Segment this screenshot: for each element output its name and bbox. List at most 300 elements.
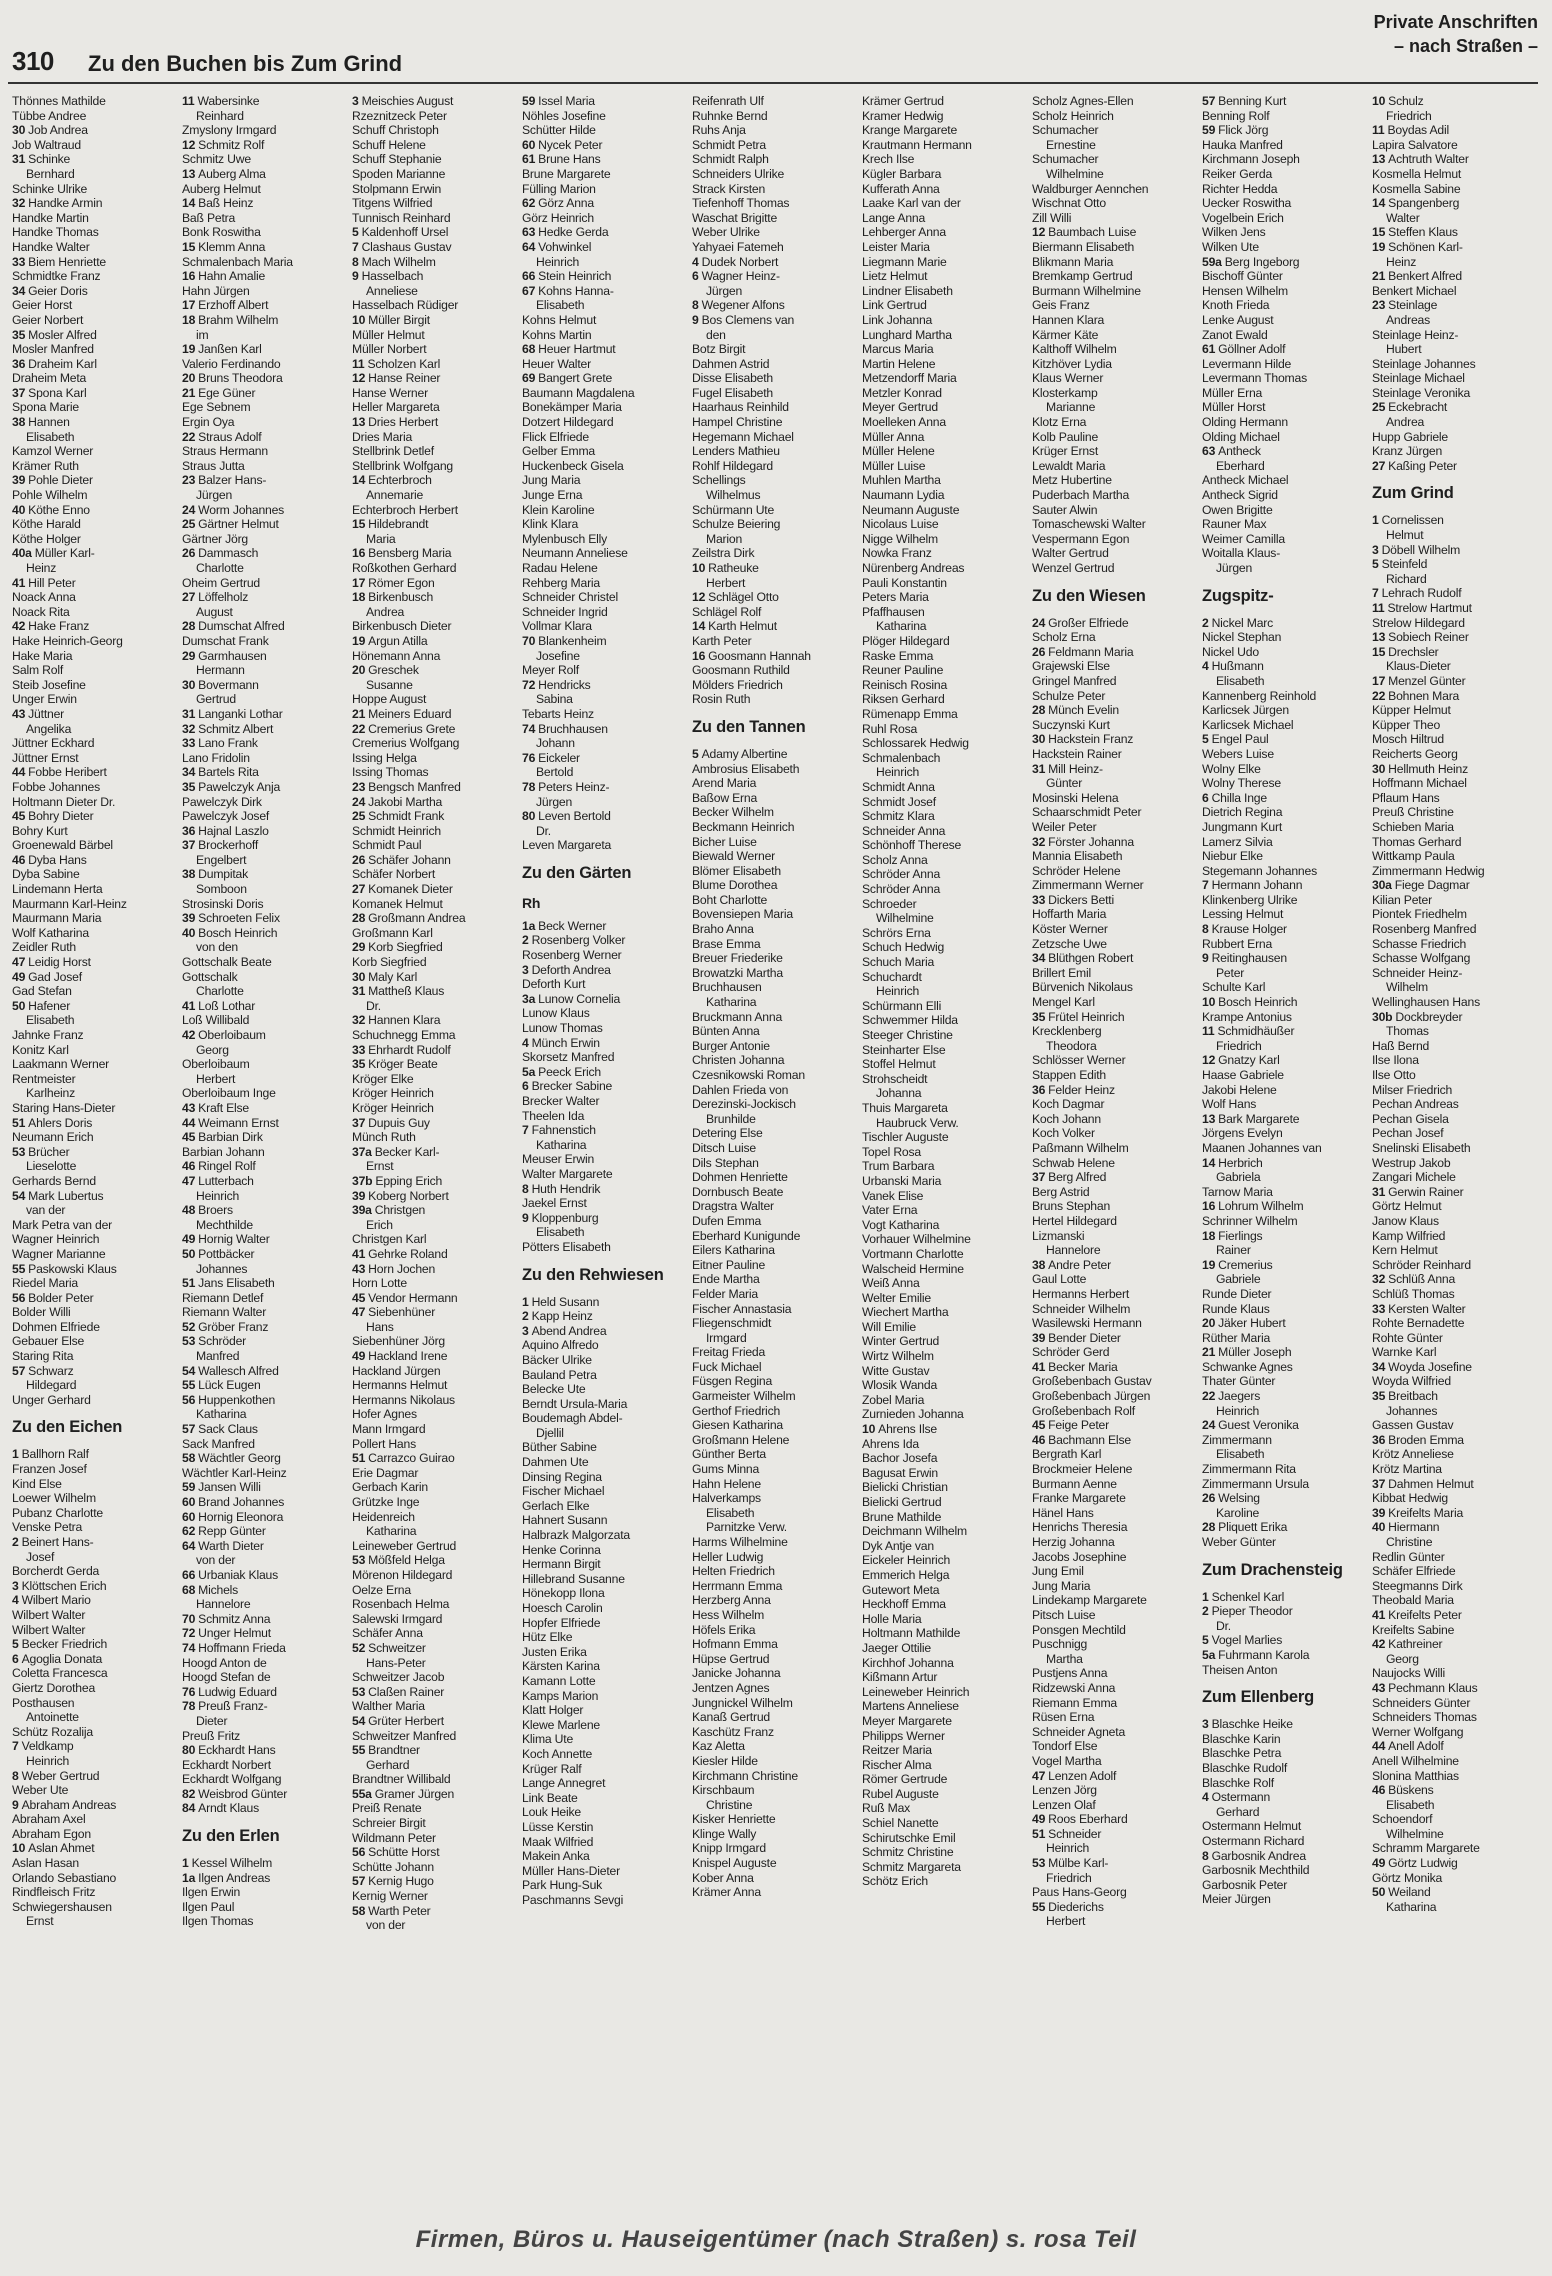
directory-entry bbox=[182, 867, 352, 882]
resident-name: Dr. bbox=[1216, 1618, 1231, 1633]
directory-entry bbox=[352, 926, 522, 941]
directory-entry bbox=[182, 517, 352, 532]
house-number: 10 bbox=[1372, 94, 1386, 108]
directory-column bbox=[692, 94, 862, 2206]
resident-name: Pottbäcker bbox=[198, 1246, 255, 1261]
directory-entry bbox=[522, 1211, 692, 1226]
entry-continuation bbox=[12, 430, 182, 445]
resident-name: Ridzewski Anna bbox=[1032, 1680, 1116, 1695]
resident-name: Werner Wolfgang bbox=[1372, 1724, 1464, 1739]
directory-entry bbox=[692, 152, 862, 167]
resident-name: Engelbert bbox=[196, 852, 247, 867]
directory-entry bbox=[1202, 878, 1372, 893]
resident-name: Pauli Konstantin bbox=[862, 575, 947, 590]
directory-entry bbox=[182, 590, 352, 605]
directory-entry bbox=[692, 94, 862, 109]
resident-name: Lewaldt Maria bbox=[1032, 458, 1106, 473]
resident-name: Brillert Emil bbox=[1032, 965, 1092, 980]
house-number: 66 bbox=[522, 269, 536, 284]
resident-name: Kirchhof Johanna bbox=[862, 1655, 954, 1670]
directory-entry bbox=[12, 328, 182, 343]
house-number: 58 bbox=[352, 1903, 366, 1918]
resident-name: Förster Johanna bbox=[1048, 834, 1134, 849]
directory-entry bbox=[1032, 415, 1202, 430]
resident-name: Henrichs Theresia bbox=[1032, 1520, 1128, 1535]
directory-entry bbox=[862, 1597, 1032, 1612]
resident-name: Bruns Theodora bbox=[198, 371, 283, 386]
directory-entry bbox=[522, 1499, 692, 1514]
house-number: 3 bbox=[1372, 542, 1379, 557]
house-number: 53 bbox=[182, 1334, 196, 1349]
resident-name: Schmidt Josef bbox=[862, 794, 936, 809]
directory-entry bbox=[352, 838, 522, 853]
directory-entry bbox=[522, 1382, 692, 1397]
resident-name: Fülling Marion bbox=[522, 181, 596, 196]
resident-name: Berg Astrid bbox=[1032, 1184, 1090, 1199]
page-number: 310 bbox=[12, 46, 54, 76]
resident-name: Boudemagh Abdel- bbox=[522, 1411, 623, 1426]
resident-name: Kohns Hanna- bbox=[538, 283, 614, 298]
resident-name: Draheim Meta bbox=[12, 371, 87, 386]
directory-entry bbox=[862, 649, 1032, 664]
directory-entry bbox=[182, 1159, 352, 1174]
resident-name: Füsgen Regina bbox=[692, 1374, 773, 1389]
resident-name: Gassen Gustav bbox=[1372, 1418, 1454, 1433]
directory-entry bbox=[1372, 893, 1542, 908]
resident-name: Schulz bbox=[1388, 94, 1424, 108]
entry-continuation bbox=[182, 1407, 352, 1422]
resident-name: Dufen Emma bbox=[692, 1213, 762, 1228]
house-number: 64 bbox=[522, 239, 536, 254]
directory-entry bbox=[1202, 473, 1372, 488]
resident-name: Andrea bbox=[366, 604, 405, 619]
directory-entry bbox=[352, 1480, 522, 1495]
resident-name: Mark Petra van der bbox=[12, 1217, 113, 1232]
directory-entry bbox=[1372, 1885, 1542, 1900]
resident-name: Sobiech Reiner bbox=[1388, 630, 1469, 645]
resident-name: Kirschbaum bbox=[692, 1783, 755, 1798]
resident-name: Christine bbox=[1386, 1535, 1433, 1549]
directory-entry bbox=[1032, 94, 1202, 109]
resident-name: Nickel Marc bbox=[1211, 615, 1274, 630]
directory-entry bbox=[352, 634, 522, 649]
resident-name: Hampel Christine bbox=[692, 415, 783, 430]
entry-continuation bbox=[182, 1262, 352, 1277]
resident-name: Diederichs bbox=[1048, 1899, 1104, 1914]
directory-entry bbox=[352, 1583, 522, 1598]
resident-name: Ditsch Luise bbox=[692, 1140, 756, 1155]
resident-name: Schuff Helene bbox=[352, 137, 426, 152]
resident-name: Boht Charlotte bbox=[692, 892, 768, 907]
directory-entry bbox=[1372, 543, 1542, 558]
directory-entry bbox=[1202, 820, 1372, 835]
house-number: 33 bbox=[1032, 892, 1046, 907]
directory-entry bbox=[1372, 732, 1542, 747]
directory-entry bbox=[182, 765, 352, 780]
resident-name: Pliquett Erika bbox=[1218, 1520, 1288, 1535]
directory-entry bbox=[1202, 776, 1372, 791]
directory-entry bbox=[182, 1626, 352, 1641]
resident-name: Lessing Helmut bbox=[1202, 907, 1284, 922]
house-number: 27 bbox=[1372, 458, 1386, 473]
resident-name: Kröger Beate bbox=[368, 1057, 438, 1072]
directory-entry bbox=[352, 1057, 522, 1072]
resident-name: Döbell Wilhelm bbox=[1381, 542, 1461, 557]
resident-name: Lenzen Adolf bbox=[1048, 1768, 1117, 1783]
directory-entry bbox=[1202, 1790, 1372, 1805]
resident-name: Schneider Heinz- bbox=[1372, 965, 1463, 980]
directory-entry bbox=[1202, 1024, 1372, 1039]
directory-entry bbox=[522, 1295, 692, 1310]
directory-entry bbox=[862, 1393, 1032, 1408]
directory-entry bbox=[1202, 1345, 1372, 1360]
resident-name: Römer Gertrude bbox=[862, 1772, 948, 1787]
resident-name: Ostermann Richard bbox=[1202, 1833, 1305, 1848]
house-number: 21 bbox=[1372, 269, 1386, 284]
directory-entry bbox=[862, 415, 1032, 430]
directory-entry bbox=[1372, 1491, 1542, 1506]
house-number: 32 bbox=[1032, 834, 1046, 849]
resident-name: Elisabeth bbox=[536, 1225, 585, 1240]
directory-entry bbox=[862, 1758, 1032, 1773]
street-heading: Zu den Erlen bbox=[182, 1827, 280, 1846]
directory-entry bbox=[1372, 674, 1542, 689]
resident-name: Brand Johannes bbox=[198, 1495, 285, 1509]
directory-entry bbox=[692, 546, 862, 561]
directory-entry bbox=[862, 1743, 1032, 1758]
directory-entry bbox=[1202, 1776, 1372, 1791]
resident-name: Coletta Francesca bbox=[12, 1666, 108, 1681]
directory-entry bbox=[352, 1729, 522, 1744]
resident-name: Vespermann Egon bbox=[1032, 531, 1130, 546]
resident-name: Friedrich bbox=[1386, 108, 1432, 123]
directory-entry bbox=[522, 977, 692, 992]
directory-entry bbox=[522, 240, 692, 255]
directory-entry bbox=[522, 1878, 692, 1893]
entry-continuation bbox=[862, 1116, 1032, 1131]
resident-name: Gärtner Helmut bbox=[198, 517, 279, 532]
house-number: 36 bbox=[12, 356, 26, 371]
directory-entry bbox=[862, 824, 1032, 839]
resident-name: Thater Günter bbox=[1202, 1374, 1276, 1389]
resident-name: Schuchardt bbox=[862, 969, 922, 984]
house-number: 8 bbox=[692, 298, 699, 313]
resident-name: Wischnat Otto bbox=[1032, 196, 1106, 211]
resident-name: Dahmen Helmut bbox=[1388, 1476, 1474, 1491]
directory-entry bbox=[522, 371, 692, 386]
directory-entry bbox=[352, 897, 522, 912]
house-number: 50 bbox=[1372, 1885, 1386, 1900]
resident-name: Jäker Hubert bbox=[1218, 1316, 1286, 1331]
resident-name: Kärmer Käte bbox=[1032, 327, 1099, 342]
resident-name: Witte Gustav bbox=[862, 1363, 930, 1378]
resident-name: Groenewald Bärbel bbox=[12, 838, 113, 853]
resident-name: Djellil bbox=[536, 1425, 564, 1440]
directory-entry bbox=[522, 386, 692, 401]
directory-entry bbox=[12, 94, 182, 109]
directory-entry bbox=[1372, 138, 1542, 153]
directory-entry bbox=[522, 123, 692, 138]
resident-name: Pollert Hans bbox=[352, 1436, 416, 1451]
resident-name: Wilbert Walter bbox=[12, 1607, 86, 1622]
resident-name: Bonk Roswitha bbox=[182, 225, 261, 240]
directory-entry bbox=[182, 649, 352, 664]
directory-entry bbox=[522, 1123, 692, 1138]
resident-name: Mannia Elisabeth bbox=[1032, 849, 1123, 864]
directory-entry bbox=[12, 838, 182, 853]
house-number: 15 bbox=[1372, 225, 1386, 240]
resident-name: Neumann Erich bbox=[12, 1130, 94, 1145]
entry-continuation bbox=[1202, 674, 1372, 689]
house-number: 61 bbox=[522, 152, 536, 167]
resident-name: Lunow Klaus bbox=[522, 1006, 590, 1021]
directory-entry bbox=[522, 1703, 692, 1718]
directory-entry bbox=[1032, 1229, 1202, 1244]
directory-entry bbox=[352, 1845, 522, 1860]
house-number: 37 bbox=[1032, 1170, 1046, 1185]
resident-name: Großebenbach Jürgen bbox=[1032, 1389, 1151, 1404]
entry-continuation bbox=[862, 984, 1032, 999]
directory-entry bbox=[522, 342, 692, 357]
directory-entry bbox=[352, 255, 522, 270]
resident-name: Vanek Elise bbox=[862, 1188, 924, 1203]
entry-continuation bbox=[692, 328, 862, 343]
directory-entry bbox=[522, 619, 692, 634]
resident-name: Echterbroch bbox=[368, 473, 432, 488]
resident-name: Warth Peter bbox=[368, 1903, 431, 1918]
resident-name: Levermann Hilde bbox=[1202, 356, 1292, 371]
directory-entry bbox=[1032, 1433, 1202, 1448]
directory-entry bbox=[1032, 1214, 1202, 1229]
directory-entry bbox=[862, 1874, 1032, 1889]
resident-name: Winter Gertrud bbox=[862, 1334, 940, 1349]
directory-entry bbox=[862, 1276, 1032, 1291]
directory-entry bbox=[352, 517, 522, 532]
resident-name: Becker Karl- bbox=[374, 1144, 440, 1159]
house-number: 59a bbox=[1202, 254, 1222, 269]
directory-entry bbox=[12, 1666, 182, 1681]
directory-entry bbox=[182, 999, 352, 1014]
directory-entry bbox=[352, 371, 522, 386]
directory-entry bbox=[522, 992, 692, 1007]
directory-entry bbox=[862, 1101, 1032, 1116]
house-number: 5 bbox=[352, 225, 359, 240]
directory-entry bbox=[352, 225, 522, 240]
resident-name: Sack Claus bbox=[198, 1422, 258, 1437]
resident-name: Andreas bbox=[1386, 312, 1430, 327]
directory-entry bbox=[692, 1141, 862, 1156]
resident-name: Barbian Dirk bbox=[198, 1130, 263, 1145]
house-number: 11 bbox=[352, 356, 365, 371]
directory-entry bbox=[862, 1801, 1032, 1816]
resident-name: von der bbox=[196, 1553, 236, 1568]
directory-entry bbox=[352, 94, 522, 109]
resident-name: Berg Ingeborg bbox=[1224, 254, 1300, 269]
resident-name: Jürgen bbox=[1216, 561, 1253, 575]
house-number: 28 bbox=[352, 911, 366, 926]
resident-name: Hannen Klara bbox=[368, 1013, 441, 1028]
resident-name: Noack Rita bbox=[12, 604, 70, 619]
directory-entry bbox=[1202, 1590, 1372, 1605]
resident-name: Zangari Michele bbox=[1372, 1170, 1456, 1185]
directory-entry bbox=[1372, 152, 1542, 167]
house-number: 6 bbox=[692, 269, 699, 284]
directory-entry bbox=[522, 1586, 692, 1601]
resident-name: Gerhard bbox=[366, 1757, 410, 1772]
street-heading: Rh bbox=[522, 894, 541, 911]
resident-name: Naumann Lydia bbox=[862, 488, 945, 503]
resident-name: Wolny Therese bbox=[1202, 776, 1281, 791]
directory-entry bbox=[182, 1116, 352, 1131]
resident-name: Hoffmann Michael bbox=[1372, 776, 1467, 791]
resident-name: Brune Mathilde bbox=[862, 1509, 942, 1524]
directory-entry bbox=[352, 109, 522, 124]
resident-name: Schmidt Petra bbox=[692, 137, 766, 152]
resident-name: Bensberg Maria bbox=[368, 546, 452, 561]
resident-name: Pflaum Hans bbox=[1372, 790, 1440, 805]
resident-name: Gerhards Bernd bbox=[12, 1173, 96, 1188]
house-number: 1 bbox=[182, 1856, 189, 1871]
directory-entry bbox=[862, 853, 1032, 868]
house-number: 13 bbox=[352, 415, 366, 430]
house-number: 34 bbox=[12, 283, 26, 298]
entry-continuation bbox=[12, 1203, 182, 1218]
house-number: 80 bbox=[522, 809, 536, 824]
resident-name: Riemann Walter bbox=[182, 1305, 267, 1320]
resident-name: Lehrach Rudolf bbox=[1381, 586, 1462, 601]
resident-name: Oheim Gertrud bbox=[182, 575, 260, 590]
house-number: 35 bbox=[352, 1057, 366, 1072]
resident-name: Gröber Franz bbox=[198, 1319, 269, 1334]
resident-name: Achtruth Walter bbox=[1388, 152, 1469, 167]
resident-name: Hackland Jürgen bbox=[352, 1363, 441, 1378]
resident-name: Erzhoff Albert bbox=[198, 298, 269, 313]
entry-continuation bbox=[692, 1506, 862, 1521]
directory-entry bbox=[862, 357, 1032, 372]
resident-name: Eilers Katharina bbox=[692, 1243, 775, 1258]
directory-entry bbox=[352, 1772, 522, 1787]
entry-continuation bbox=[1372, 1024, 1542, 1039]
directory-entry bbox=[12, 1072, 182, 1087]
directory-entry bbox=[1202, 430, 1372, 445]
house-number: 20 bbox=[182, 371, 196, 386]
directory-entry bbox=[1032, 674, 1202, 689]
house-number: 7 bbox=[1202, 878, 1209, 893]
house-number: 27 bbox=[182, 590, 196, 605]
resident-name: Manfred bbox=[196, 1349, 240, 1364]
house-number: 55 bbox=[12, 1261, 26, 1276]
directory-entry bbox=[692, 1783, 862, 1798]
resident-name: Lunow Cornelia bbox=[538, 991, 621, 1006]
house-number: 26 bbox=[1202, 1491, 1216, 1506]
directory-entry bbox=[1032, 1696, 1202, 1711]
directory-entry bbox=[1372, 718, 1542, 733]
resident-name: Schellings bbox=[692, 473, 746, 488]
house-number: 20 bbox=[352, 663, 366, 678]
resident-name: Walter Margarete bbox=[522, 1166, 613, 1181]
resident-name: Arend Maria bbox=[692, 776, 757, 791]
resident-name: Dyk Antje van bbox=[862, 1538, 934, 1553]
house-number: 18 bbox=[182, 312, 196, 327]
resident-name: Bohnen Mara bbox=[1388, 688, 1460, 703]
house-number: 32 bbox=[12, 196, 26, 211]
house-number: 23 bbox=[1372, 298, 1386, 313]
directory-entry bbox=[1202, 630, 1372, 645]
directory-entry bbox=[692, 1812, 862, 1827]
directory-entry bbox=[1372, 966, 1542, 981]
house-number: 67 bbox=[522, 283, 536, 298]
house-number: 44 bbox=[1372, 1739, 1386, 1754]
directory-entry bbox=[692, 1418, 862, 1433]
directory-entry bbox=[862, 1495, 1032, 1510]
directory-entry bbox=[862, 371, 1032, 386]
resident-name: Müller Hans-Dieter bbox=[522, 1863, 620, 1878]
house-number: 7 bbox=[12, 1739, 19, 1754]
resident-name: Nicolaus Luise bbox=[862, 517, 939, 532]
house-number: 43 bbox=[12, 706, 26, 721]
resident-name: Schwemmer Hilda bbox=[862, 1013, 958, 1028]
resident-name: Meier Jürgen bbox=[1202, 1892, 1271, 1907]
directory-entry bbox=[862, 1656, 1032, 1671]
resident-name: Weber Günter bbox=[1202, 1535, 1276, 1549]
resident-name: Welter Emilie bbox=[862, 1290, 931, 1305]
resident-name: Friedrich bbox=[1216, 1038, 1262, 1053]
house-number: 53 bbox=[1032, 1856, 1046, 1871]
resident-name: Karlicsek Michael bbox=[1202, 717, 1294, 732]
house-number: 5 bbox=[1372, 557, 1379, 572]
directory-entry bbox=[692, 342, 862, 357]
directory-entry bbox=[1032, 386, 1202, 401]
resident-name: Janicke Johanna bbox=[692, 1666, 781, 1681]
directory-entry bbox=[1202, 951, 1372, 966]
directory-entry bbox=[1202, 503, 1372, 518]
resident-name: Hahnert Susann bbox=[522, 1513, 608, 1528]
directory-entry bbox=[522, 963, 692, 978]
directory-entry bbox=[12, 269, 182, 284]
house-number: 2 bbox=[522, 1309, 529, 1324]
directory-entry bbox=[692, 1841, 862, 1856]
directory-entry bbox=[182, 342, 352, 357]
directory-entry bbox=[1202, 1229, 1372, 1244]
resident-name: Strosinski Doris bbox=[182, 896, 264, 911]
directory-entry bbox=[522, 1353, 692, 1368]
entry-continuation bbox=[1372, 342, 1542, 357]
resident-name: Draheim Karl bbox=[28, 356, 97, 371]
directory-entry bbox=[862, 1553, 1032, 1568]
directory-entry bbox=[12, 882, 182, 897]
resident-name: Dumschat Frank bbox=[182, 633, 269, 648]
resident-name: Johannes bbox=[1386, 1403, 1438, 1418]
resident-name: Ballhorn Ralf bbox=[21, 1447, 89, 1462]
resident-name: Trum Barbara bbox=[862, 1159, 935, 1174]
directory-entry bbox=[12, 1462, 182, 1477]
resident-name: Großebenbach Rolf bbox=[1032, 1403, 1135, 1418]
resident-name: Thomas bbox=[1386, 1024, 1429, 1039]
directory-entry bbox=[182, 1364, 352, 1379]
directory-entry bbox=[522, 1065, 692, 1080]
resident-name: Antheck bbox=[1218, 444, 1261, 459]
resident-name: Laakmann Werner bbox=[12, 1057, 110, 1072]
directory-entry bbox=[692, 692, 862, 707]
resident-name: Wittkamp Paula bbox=[1372, 849, 1455, 864]
resident-name: Dries Herbert bbox=[368, 415, 439, 430]
resident-name: Gerwin Rainer bbox=[1388, 1184, 1464, 1199]
directory-entry bbox=[522, 313, 692, 328]
house-number: 80 bbox=[182, 1743, 196, 1758]
entry-continuation bbox=[862, 619, 1032, 634]
resident-name: Schmitz Rolf bbox=[198, 137, 265, 152]
resident-name: Hönemann Anna bbox=[352, 648, 441, 663]
